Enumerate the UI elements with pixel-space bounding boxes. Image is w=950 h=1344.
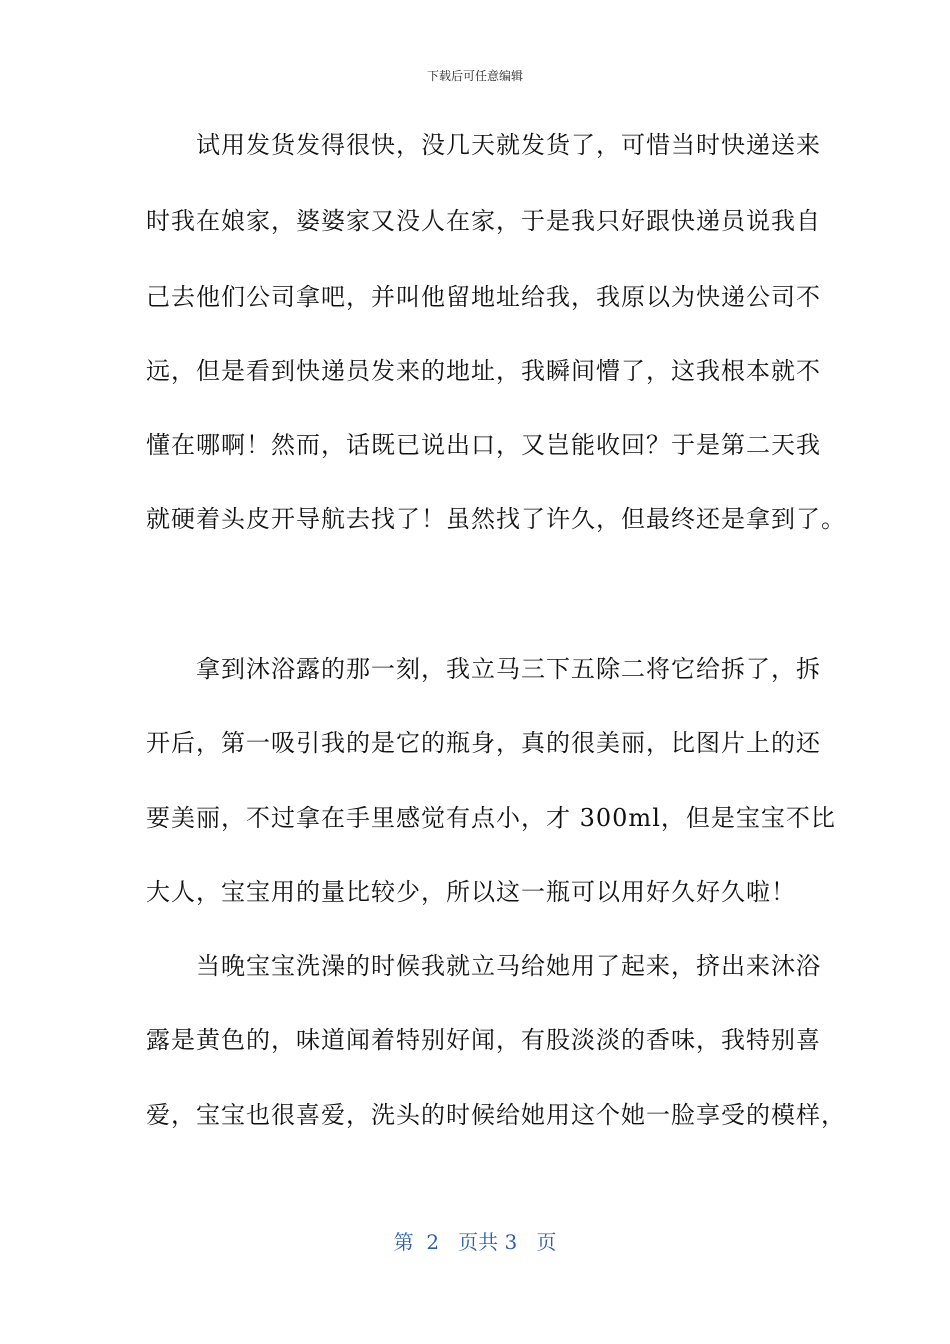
text-line: 要美丽，不过拿在手里感觉有点小，才 300ml，但是宝宝不比	[146, 804, 836, 832]
text-line: 就硬着头皮开导航去找了！虽然找了许久，但最终还是拿到了。	[146, 505, 846, 533]
text-line: 远，但是看到快递员发来的地址，我瞬间懵了，这我根本就不	[146, 357, 821, 385]
text-line: 爱，宝宝也很喜爱，洗头的时候给她用这个她一脸享受的模样，	[146, 1101, 846, 1129]
page-header: 下载后可任意编辑	[426, 69, 523, 83]
text-line: 当晚宝宝洗澡的时候我就立马给她用了起来，挤出来沐浴	[146, 952, 821, 980]
text-line: 露是黄色的，味道闻着特别好闻，有股淡淡的香味，我特别喜	[146, 1026, 821, 1054]
text-line: 时我在娘家，婆婆家又没人在家，于是我只好跟快递员说我自	[146, 207, 821, 235]
text-line: 拿到沐浴露的那一刻，我立马三下五除二将它给拆了，拆	[146, 655, 821, 683]
text-line: 己去他们公司拿吧，并叫他留地址给我，我原以为快递公司不	[146, 283, 821, 311]
text-line: 开后，第一吸引我的是它的瓶身，真的很美丽，比图片上的还	[146, 729, 821, 757]
text-line: 懂在哪啊！然而，话既已说出口，又岂能收回？于是第二天我	[146, 431, 821, 459]
text-line: 大人，宝宝用的量比较少，所以这一瓶可以用好久好久啦！	[146, 878, 796, 906]
page-number-footer: 第 2 页共 3 页	[393, 1230, 557, 1254]
text-line: 试用发货发得很快，没几天就发货了，可惜当时快递送来	[146, 131, 821, 159]
